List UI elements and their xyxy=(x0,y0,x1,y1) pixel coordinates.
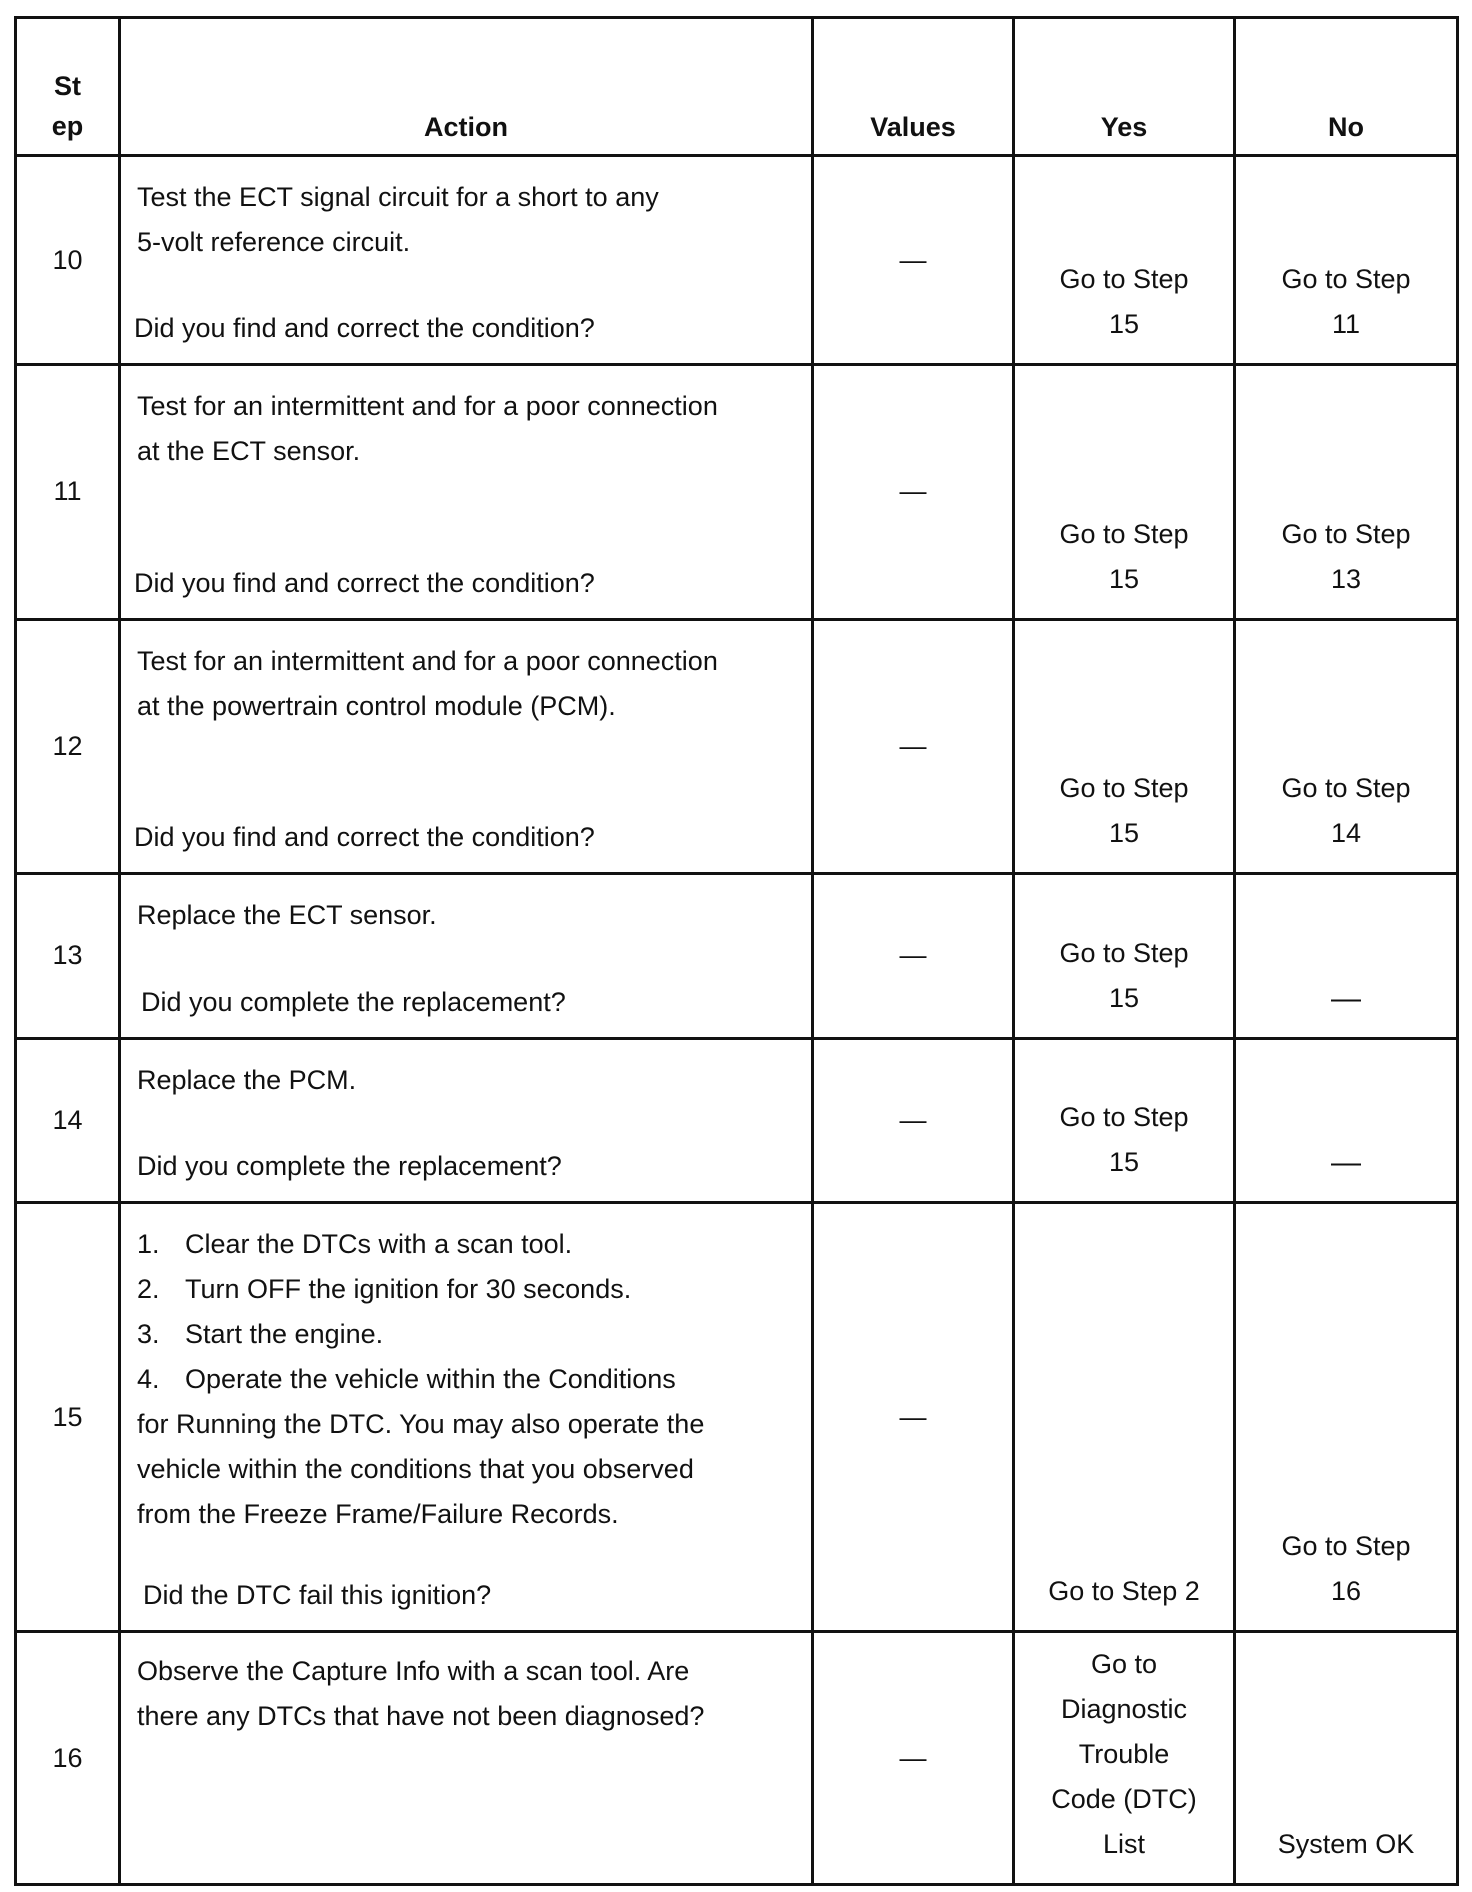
yes-link[interactable]: Go to Step 2 xyxy=(1048,1576,1200,1607)
yes-link[interactable]: Diagnostic xyxy=(1060,1694,1188,1724)
step-number: 11 xyxy=(16,364,120,619)
header-no: No xyxy=(1235,18,1458,156)
action-question: Did you find and correct the condition? xyxy=(134,567,595,598)
no-link-step[interactable]: 11 xyxy=(1331,308,1361,339)
yes-link-step[interactable]: 15 xyxy=(1108,818,1140,849)
yes-link-step[interactable]: 15 xyxy=(1108,563,1140,594)
list-item: 1. Clear the DTCs with a scan tool. xyxy=(137,1229,573,1260)
action-line: at the powertrain control module (PCM). xyxy=(137,690,616,721)
yes-link[interactable]: Go to xyxy=(1090,1649,1158,1679)
action-cell xyxy=(120,874,813,1038)
no-link-step[interactable]: 16 xyxy=(1330,1576,1362,1607)
action-line: from the Freeze Frame/Failure Records. xyxy=(137,1499,619,1530)
values-cell: — xyxy=(813,1203,1014,1632)
step-number: 13 xyxy=(16,874,120,1038)
values-cell: — xyxy=(813,874,1014,1038)
no-value: — xyxy=(1331,981,1361,1015)
table-row xyxy=(16,874,1458,1038)
yes-link[interactable]: Go to Step xyxy=(1059,1102,1189,1133)
no-link[interactable]: Go to Step xyxy=(1281,773,1411,804)
step-number: 14 xyxy=(16,1038,120,1202)
action-question: Did the DTC fail this ignition? xyxy=(143,1580,492,1611)
values-cell: — xyxy=(813,619,1014,874)
header-step: St ep xyxy=(16,18,120,156)
no-cell xyxy=(1235,1632,1458,1885)
values-cell: — xyxy=(813,1632,1014,1885)
yes-link[interactable]: Go to Step xyxy=(1059,937,1189,968)
table-row xyxy=(16,1632,1458,1885)
action-line: Test the ECT signal circuit for a short to any xyxy=(137,182,659,213)
no-cell xyxy=(1235,364,1458,619)
yes-link[interactable]: Trouble xyxy=(1078,1739,1170,1769)
action-question: Did you find and correct the condition? xyxy=(134,312,595,343)
header-yes: Yes xyxy=(1014,18,1235,156)
list-item: 2. Turn OFF the ignition for 30 seconds. xyxy=(137,1274,632,1305)
action-cell xyxy=(120,1632,813,1885)
action-question: Did you find and correct the condition? xyxy=(134,822,595,853)
list-item: 3. Start the engine. xyxy=(137,1319,384,1350)
table-row xyxy=(16,619,1458,874)
yes-cell xyxy=(1014,1632,1235,1885)
table-row xyxy=(16,1203,1458,1632)
action-cell xyxy=(120,1203,813,1632)
no-link[interactable]: Go to Step xyxy=(1281,1531,1411,1562)
yes-cell xyxy=(1014,1038,1235,1202)
header-values: Values xyxy=(813,18,1014,156)
yes-cell xyxy=(1014,364,1235,619)
action-line: for Running the DTC. You may also operate the xyxy=(137,1409,705,1440)
no-cell xyxy=(1235,1038,1458,1202)
no-cell xyxy=(1235,156,1458,365)
action-line: vehicle within the conditions that you observed xyxy=(137,1454,694,1485)
action-cell xyxy=(120,156,813,365)
values-cell: — xyxy=(813,1038,1014,1202)
no-cell xyxy=(1235,874,1458,1038)
table-row xyxy=(16,156,1458,365)
no-link[interactable]: Go to Step xyxy=(1281,518,1411,549)
action-question: Did you complete the replacement? xyxy=(141,986,566,1017)
yes-cell xyxy=(1014,1203,1235,1632)
no-link-step[interactable]: 13 xyxy=(1330,563,1362,594)
no-link-step[interactable]: 14 xyxy=(1330,818,1362,849)
no-link[interactable]: Go to Step xyxy=(1281,263,1411,294)
yes-link[interactable]: Go to Step xyxy=(1059,263,1189,294)
action-line: Replace the PCM. xyxy=(137,1064,357,1095)
no-value: — xyxy=(1331,1146,1361,1180)
action-line: Observe the Capture Info with a scan tool. Are xyxy=(137,1656,690,1687)
step-number: 15 xyxy=(16,1203,120,1632)
action-cell xyxy=(120,364,813,619)
table-header-row xyxy=(16,18,1458,156)
action-line: Test for an intermittent and for a poor connection xyxy=(137,645,718,676)
yes-cell xyxy=(1014,156,1235,365)
action-line: Replace the ECT sensor. xyxy=(137,900,437,931)
step-number: 10 xyxy=(16,156,120,365)
action-line: at the ECT sensor. xyxy=(137,435,361,466)
yes-link-step[interactable]: 15 xyxy=(1108,308,1140,339)
no-value: System OK xyxy=(1277,1829,1415,1859)
yes-link[interactable]: Code (DTC) xyxy=(1051,1784,1197,1814)
no-cell xyxy=(1235,619,1458,874)
yes-link[interactable]: List xyxy=(1102,1829,1146,1859)
action-line: 5-volt reference circuit. xyxy=(137,227,411,258)
no-cell xyxy=(1235,1203,1458,1632)
yes-cell xyxy=(1014,874,1235,1038)
step-number: 12 xyxy=(16,619,120,874)
yes-link[interactable]: Go to Step xyxy=(1059,773,1189,804)
action-cell xyxy=(120,619,813,874)
table-row xyxy=(16,364,1458,619)
action-line: there any DTCs that have not been diagnosed? xyxy=(137,1701,705,1732)
yes-link-step[interactable]: 15 xyxy=(1108,982,1140,1013)
values-cell: — xyxy=(813,156,1014,365)
table-row xyxy=(16,1038,1458,1202)
values-cell: — xyxy=(813,364,1014,619)
diagnostic-table xyxy=(14,16,1459,1886)
yes-link-step[interactable]: 15 xyxy=(1108,1147,1140,1178)
action-question: Did you complete the replacement? xyxy=(137,1151,562,1182)
step-number: 16 xyxy=(16,1632,120,1885)
list-item: 4. Operate the vehicle within the Conditions xyxy=(137,1364,676,1395)
action-cell xyxy=(120,1038,813,1202)
yes-cell xyxy=(1014,619,1235,874)
action-line: Test for an intermittent and for a poor connection xyxy=(137,390,718,421)
yes-link[interactable]: Go to Step xyxy=(1059,518,1189,549)
header-action: Action xyxy=(120,18,813,156)
